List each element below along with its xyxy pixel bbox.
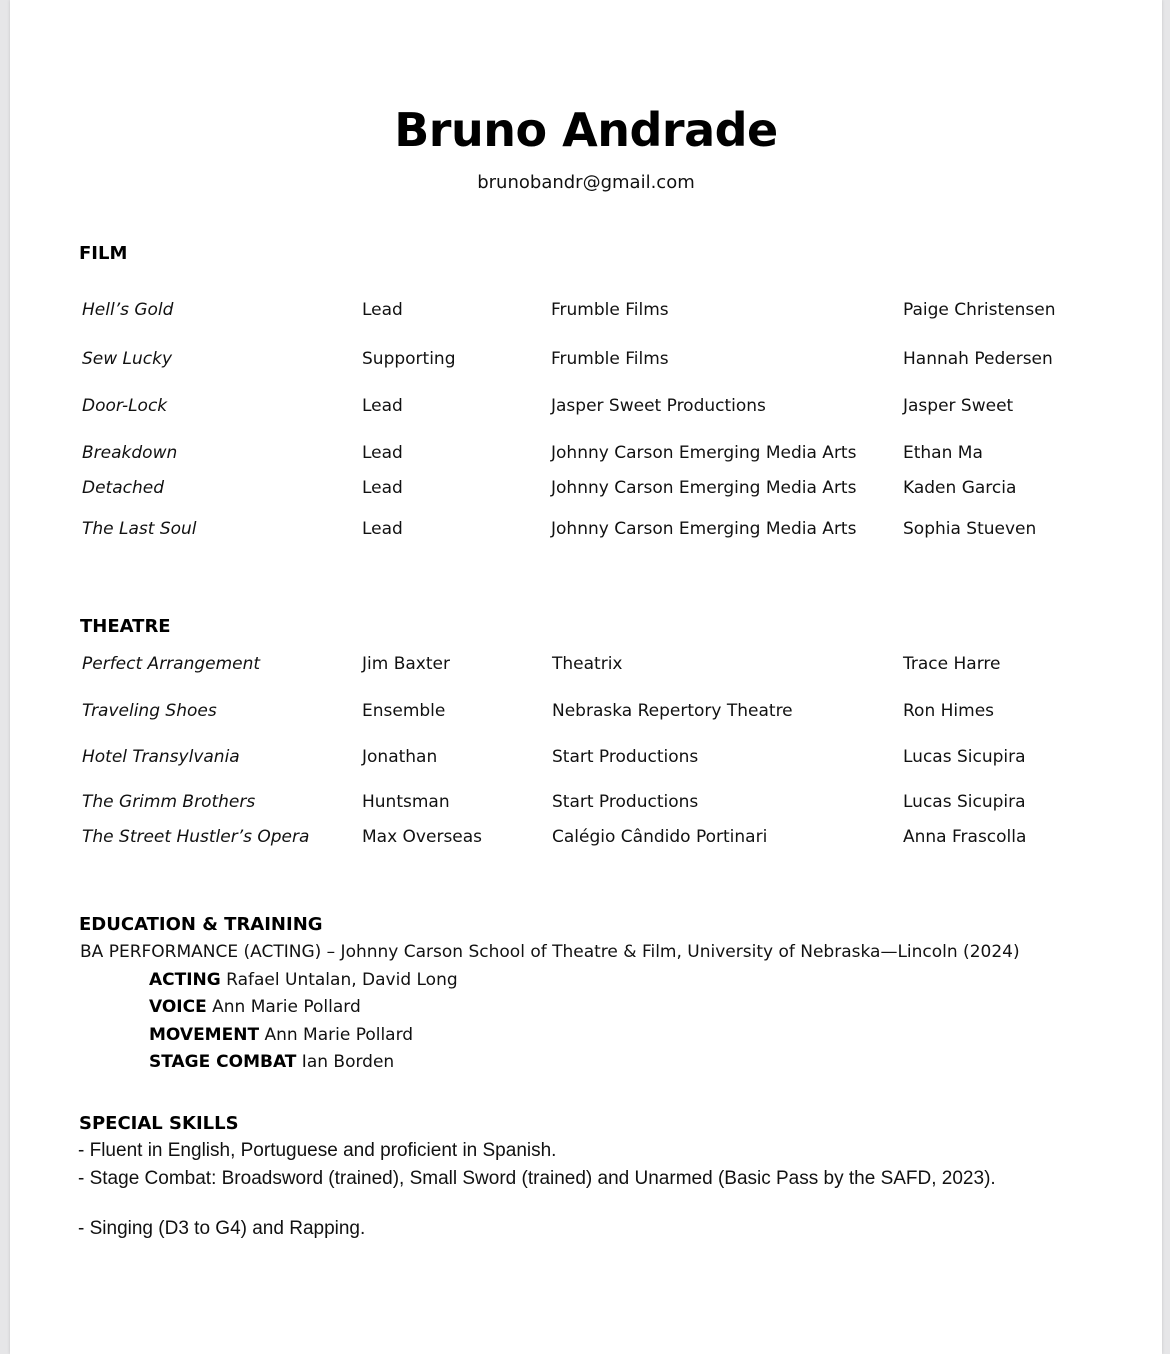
film-heading: FILM	[79, 243, 128, 264]
film-credit-row	[10, 298, 1162, 322]
film-role: Lead	[362, 519, 403, 539]
theatre-company: Calégio Cândido Portinari	[552, 827, 768, 847]
film-title: Hell’s Gold	[82, 300, 174, 320]
theatre-credit-row	[10, 825, 1162, 849]
theatre-role: Ensemble	[362, 701, 446, 721]
film-title: Detached	[82, 478, 165, 498]
theatre-title: The Grimm Brothers	[82, 792, 256, 812]
film-title: Breakdown	[82, 443, 178, 463]
resume-page	[10, 0, 1162, 1354]
theatre-director: Trace Harre	[903, 654, 1001, 674]
training-label: ACTING	[149, 970, 221, 990]
training-label: VOICE	[149, 997, 207, 1017]
training-teachers: Rafael Untalan, David Long	[220, 970, 458, 990]
theatre-credit-row	[10, 790, 1162, 814]
theatre-heading: THEATRE	[80, 616, 171, 637]
film-company: Johnny Carson Emerging Media Arts	[551, 443, 857, 463]
film-role: Lead	[362, 478, 403, 498]
film-director: Sophia Stueven	[903, 519, 1037, 539]
theatre-director: Ron Himes	[903, 701, 995, 721]
film-company: Jasper Sweet Productions	[551, 396, 766, 416]
film-company: Frumble Films	[551, 300, 669, 320]
film-credit-row	[10, 517, 1162, 541]
film-director: Kaden Garcia	[903, 478, 1017, 498]
theatre-role: Jonathan	[362, 747, 438, 767]
theatre-director: Anna Frascolla	[903, 827, 1027, 847]
film-role: Supporting	[362, 349, 456, 369]
film-role: Lead	[362, 396, 403, 416]
theatre-title: The Street Hustler’s Opera	[82, 827, 310, 847]
training-teachers: Ann Marie Pollard	[259, 1025, 414, 1045]
film-company: Johnny Carson Emerging Media Arts	[551, 519, 857, 539]
film-role: Lead	[362, 300, 403, 320]
film-credit-row	[10, 476, 1162, 500]
film-credit-row	[10, 394, 1162, 418]
training-teachers: Ian Borden	[296, 1052, 395, 1072]
theatre-company: Start Productions	[552, 792, 699, 812]
film-role: Lead	[362, 443, 403, 463]
training-item	[149, 968, 458, 992]
film-director: Jasper Sweet	[903, 396, 1014, 416]
theatre-company: Start Productions	[552, 747, 699, 767]
skill-item: - Singing (D3 to G4) and Rapping.	[78, 1218, 366, 1239]
theatre-role: Huntsman	[362, 792, 450, 812]
film-credit-row	[10, 441, 1162, 465]
film-director: Hannah Pedersen	[903, 349, 1053, 369]
theatre-credit-row	[10, 652, 1162, 676]
film-company: Johnny Carson Emerging Media Arts	[551, 478, 857, 498]
theatre-company: Theatrix	[552, 654, 623, 674]
theatre-credit-row	[10, 745, 1162, 769]
theatre-role: Max Overseas	[362, 827, 483, 847]
skill-item: - Fluent in English, Portuguese and proficient in Spanish.	[78, 1140, 557, 1161]
theatre-title: Traveling Shoes	[82, 701, 217, 721]
resume-name: Bruno Andrade	[394, 103, 778, 157]
film-director: Ethan Ma	[903, 443, 983, 463]
theatre-credit-row	[10, 699, 1162, 723]
skill-item: - Stage Combat: Broadsword (trained), Small Sword (trained) and Unarmed (Basic Pass by the SAFD, 2023).	[78, 1168, 996, 1189]
degree-line: BA PERFORMANCE (ACTING) – Johnny Carson School of Theatre & Film, University of Nebraska—Lincoln (2024)	[80, 942, 1020, 962]
training-teachers: Ann Marie Pollard	[206, 997, 361, 1017]
theatre-title: Perfect Arrangement	[82, 654, 261, 674]
training-label: MOVEMENT	[149, 1025, 260, 1045]
film-company: Frumble Films	[551, 349, 669, 369]
film-title: Sew Lucky	[82, 349, 173, 369]
training-item	[149, 995, 361, 1019]
theatre-director: Lucas Sicupira	[903, 747, 1026, 767]
theatre-title: Hotel Transylvania	[82, 747, 240, 767]
film-director: Paige Christensen	[903, 300, 1056, 320]
theatre-role: Jim Baxter	[362, 654, 450, 674]
contact-email: brunobandr@gmail.com	[477, 172, 695, 193]
education-heading: EDUCATION & TRAINING	[79, 914, 323, 935]
training-item	[149, 1050, 394, 1074]
training-item	[149, 1023, 413, 1047]
film-credit-row	[10, 347, 1162, 371]
film-title: The Last Soul	[82, 519, 197, 539]
theatre-company: Nebraska Repertory Theatre	[552, 701, 793, 721]
film-title: Door-Lock	[82, 396, 168, 416]
theatre-director: Lucas Sicupira	[903, 792, 1026, 812]
skills-heading: SPECIAL SKILLS	[79, 1113, 239, 1134]
training-label: STAGE COMBAT	[149, 1052, 297, 1072]
